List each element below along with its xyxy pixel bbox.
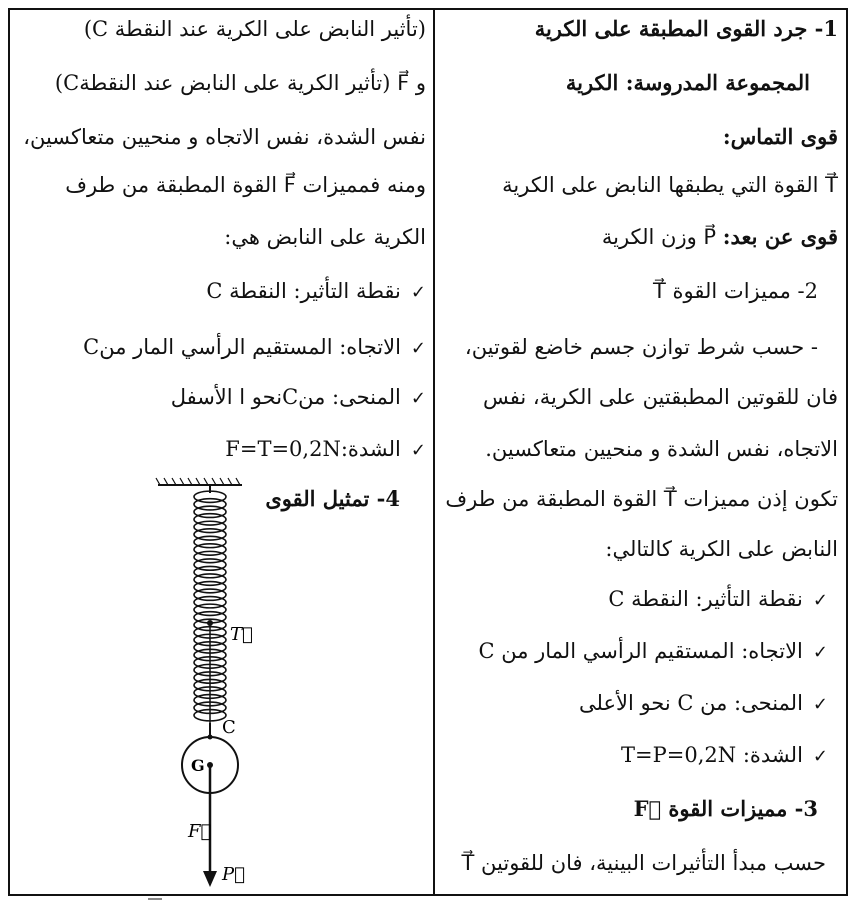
label-F: F⃗ bbox=[188, 821, 212, 842]
check-icon: ✓ bbox=[812, 746, 828, 767]
text-line: - حسب شرط توازن جسم خاضع لقوتين، bbox=[464, 335, 818, 359]
force-T-description: T⃗ القوة التي يطبقها النابض على الكرية bbox=[502, 173, 838, 197]
contact-forces-label: قوى التماس: bbox=[722, 124, 838, 149]
checklist-item: ✓الشدة: T=P=0,2N bbox=[621, 743, 828, 767]
check-icon: ✓ bbox=[410, 282, 426, 303]
studied-system: المجموعة المدروسة: الكرية bbox=[565, 70, 810, 95]
weight-description: P⃗ وزن الكرية bbox=[601, 225, 717, 249]
distance-forces-row bbox=[602, 222, 838, 252]
heading-forces-inventory: 1- جرد القوى المطبقة على الكرية bbox=[534, 16, 838, 41]
check-icon: ✓ bbox=[410, 338, 426, 359]
arrow-head-icon bbox=[203, 871, 217, 887]
label-C: C bbox=[222, 717, 236, 738]
text-line: ومنه فمميزات F⃗ القوة المطبقة من طرف bbox=[65, 173, 426, 197]
checklist-item: ✓الاتجاه: المستقيم الرأسي المار من C bbox=[478, 639, 828, 663]
text-line: و F⃗ (تأثير الكرية على النابض عند النقطةC) bbox=[54, 71, 426, 95]
checklist-item: ✓الاتجاه: المستقيم الرأسي المار منC bbox=[83, 335, 426, 359]
text-line: فان للقوتين المطبقتين على الكرية، نفس bbox=[483, 385, 838, 409]
check-icon: ✓ bbox=[812, 694, 828, 715]
distance-forces-label: قوى عن بعد: bbox=[722, 224, 838, 249]
checklist-item: ✓نقطة التأثير: النقطة C bbox=[206, 279, 426, 303]
heading-forces-representation: 4- تمثيل القوى bbox=[265, 486, 400, 511]
check-icon: ✓ bbox=[812, 642, 828, 663]
ceiling-hatch bbox=[156, 478, 240, 485]
text-line: حسب مبدأ التأثيرات البينية، فان للقوتين T⃗ bbox=[461, 851, 826, 875]
label-G: G bbox=[191, 756, 205, 775]
check-icon: ✓ bbox=[410, 440, 426, 461]
checklist-item: ✓المنحى: من C نحو الأعلى bbox=[578, 691, 828, 715]
column-divider bbox=[433, 8, 435, 896]
text-line: (تأثير النابض على الكرية عند النقطة C) bbox=[83, 17, 426, 41]
scan-mark bbox=[148, 898, 162, 908]
heading-force-F: 3- مميزات القوة F⃗ bbox=[633, 796, 818, 821]
label-P: P⃗ bbox=[222, 864, 245, 885]
text-line: تكون إذن مميزات T⃗ القوة المطبقة من طرف bbox=[445, 487, 838, 511]
text-line: النابض على الكرية كالتالي: bbox=[605, 537, 838, 561]
label-T: T⃗ bbox=[230, 624, 253, 645]
text-line: نفس الشدة، نفس الاتجاه و منحيين متعاكسين، bbox=[23, 125, 426, 149]
text-line: الاتجاه، نفس الشدة و منحيين متعاكسين. bbox=[485, 437, 838, 461]
text-line: الكرية على النابض هي: bbox=[224, 225, 426, 249]
check-icon: ✓ bbox=[812, 590, 828, 611]
heading-force-T: 2- مميزات القوة T⃗ bbox=[653, 279, 818, 303]
checklist-item: ✓المنحى: منCنحو ا الأسفل bbox=[170, 385, 426, 409]
checklist-item: ✓الشدة:F=T=0,2N bbox=[225, 437, 426, 461]
checklist-item: ✓نقطة التأثير: النقطة C bbox=[608, 587, 828, 611]
check-icon: ✓ bbox=[410, 388, 426, 409]
spring-ball-figure bbox=[150, 475, 270, 895]
